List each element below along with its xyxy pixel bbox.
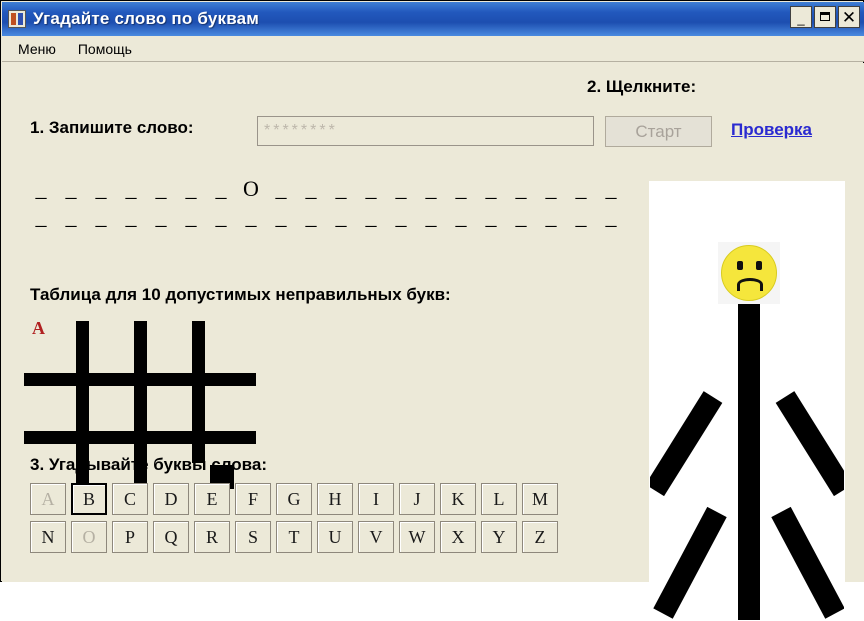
word-slot-blank bbox=[56, 206, 86, 228]
word-slot-blank bbox=[326, 206, 356, 228]
grid-hbar-2 bbox=[24, 431, 256, 444]
word-slot-blank bbox=[26, 178, 56, 200]
letter-button-o: O bbox=[71, 521, 107, 553]
word-slot-blank bbox=[206, 206, 236, 228]
letter-button-d[interactable]: D bbox=[153, 483, 189, 515]
sad-face-icon bbox=[721, 245, 777, 301]
word-slot-blank bbox=[176, 206, 206, 228]
word-slot-blank bbox=[146, 206, 176, 228]
letter-button-p[interactable]: P bbox=[112, 521, 148, 553]
word-slot-blank bbox=[116, 206, 146, 228]
word-slot-blank bbox=[266, 178, 296, 200]
letter-keyboard bbox=[30, 483, 590, 559]
word-display-row-1 bbox=[26, 178, 626, 206]
word-slot-blank bbox=[596, 178, 626, 200]
letter-button-n[interactable]: N bbox=[30, 521, 66, 553]
menu-item-menu[interactable]: Меню bbox=[18, 40, 56, 57]
eye-left-icon bbox=[737, 261, 743, 270]
letter-button-s[interactable]: S bbox=[235, 521, 271, 553]
minimize-button[interactable]: _ bbox=[790, 6, 812, 28]
hangman-leg-right bbox=[771, 507, 844, 619]
letter-button-m[interactable]: M bbox=[522, 483, 558, 515]
word-slot-blank bbox=[86, 178, 116, 200]
letter-button-q[interactable]: Q bbox=[153, 521, 189, 553]
menu-bar bbox=[2, 36, 864, 62]
hangman-arm-left bbox=[649, 391, 722, 496]
letter-button-z[interactable]: Z bbox=[522, 521, 558, 553]
menu-item-help[interactable]: Помощь bbox=[77, 40, 132, 57]
letter-button-v[interactable]: V bbox=[358, 521, 394, 553]
word-slot-blank bbox=[386, 206, 416, 228]
mistakes-label: Таблица для 10 допустимых неправильных букв: bbox=[30, 285, 451, 304]
word-slot-blank bbox=[176, 178, 206, 200]
letter-button-k[interactable]: K bbox=[440, 483, 476, 515]
letter-button-h[interactable]: H bbox=[317, 483, 353, 515]
word-slot-blank bbox=[416, 206, 446, 228]
step3-label: 3. Угадывайте буквы слова: bbox=[30, 455, 267, 474]
word-slot-blank bbox=[236, 206, 266, 228]
letter-button-f[interactable]: F bbox=[235, 483, 271, 515]
letter-row-2 bbox=[30, 521, 590, 553]
maximize-button[interactable] bbox=[814, 6, 836, 28]
letter-button-l[interactable]: L bbox=[481, 483, 517, 515]
word-slot-blank bbox=[536, 178, 566, 200]
word-slot-blank bbox=[266, 206, 296, 228]
word-slot-blank bbox=[326, 178, 356, 200]
word-slot-blank bbox=[86, 206, 116, 228]
letter-button-a: A bbox=[30, 483, 66, 515]
letter-row-1 bbox=[30, 483, 590, 515]
eye-right-icon bbox=[756, 261, 762, 270]
word-input[interactable] bbox=[257, 116, 594, 146]
frown-icon bbox=[737, 278, 763, 291]
main-content bbox=[2, 63, 864, 582]
hangman-leg-left bbox=[653, 507, 726, 619]
hangman-canvas bbox=[649, 181, 845, 621]
window-title: Угадайте слово по буквам bbox=[33, 9, 260, 28]
title-bar bbox=[2, 2, 864, 36]
maximize-icon bbox=[820, 12, 830, 21]
close-button[interactable]: ✕ bbox=[838, 6, 860, 28]
word-slot-blank bbox=[476, 178, 506, 200]
letter-button-w[interactable]: W bbox=[399, 521, 435, 553]
letter-button-r[interactable]: R bbox=[194, 521, 230, 553]
step2-label: 2. Щелкните: bbox=[587, 77, 697, 96]
word-slot-blank bbox=[506, 178, 536, 200]
word-slot-blank bbox=[416, 178, 446, 200]
letter-button-i[interactable]: I bbox=[358, 483, 394, 515]
letter-button-b[interactable]: B bbox=[71, 483, 107, 515]
hangman-arm-right bbox=[776, 391, 845, 496]
word-slot-blank bbox=[206, 178, 236, 200]
letter-button-y[interactable]: Y bbox=[481, 521, 517, 553]
letter-button-j[interactable]: J bbox=[399, 483, 435, 515]
word-slot-letter: O bbox=[243, 176, 259, 201]
letter-button-e[interactable]: E bbox=[194, 483, 230, 515]
word-slot-blank bbox=[296, 178, 326, 200]
step1-label: 1. Запишите слово: bbox=[30, 118, 194, 137]
window-controls bbox=[790, 6, 860, 28]
letter-button-x[interactable]: X bbox=[440, 521, 476, 553]
word-slot-blank bbox=[356, 206, 386, 228]
letter-button-t[interactable]: T bbox=[276, 521, 312, 553]
word-display bbox=[26, 178, 626, 234]
word-slot-blank bbox=[56, 178, 86, 200]
word-slot-blank bbox=[506, 206, 536, 228]
word-slot-blank bbox=[356, 178, 386, 200]
word-slot-blank bbox=[446, 178, 476, 200]
word-slot-blank bbox=[26, 206, 56, 228]
word-slot-blank bbox=[536, 206, 566, 228]
app-icon bbox=[8, 10, 26, 28]
word-slot-blank bbox=[566, 178, 596, 200]
word-slot-blank bbox=[146, 178, 176, 200]
word-slot-blank bbox=[476, 206, 506, 228]
word-display-row-2 bbox=[26, 206, 626, 234]
letter-button-c[interactable]: C bbox=[112, 483, 148, 515]
word-slot-blank bbox=[596, 206, 626, 228]
wrong-letter-display: А bbox=[32, 318, 45, 338]
word-slot-blank bbox=[116, 178, 146, 200]
letter-button-u[interactable]: U bbox=[317, 521, 353, 553]
grid-hbar-1 bbox=[24, 373, 256, 386]
word-slot-blank bbox=[296, 206, 326, 228]
letter-button-g[interactable]: G bbox=[276, 483, 312, 515]
word-slot-blank bbox=[446, 206, 476, 228]
word-slot-blank bbox=[566, 206, 596, 228]
word-slot-blank bbox=[386, 178, 416, 200]
check-link[interactable]: Проверка bbox=[731, 120, 813, 139]
hangman-body bbox=[738, 300, 760, 621]
start-button[interactable]: Старт bbox=[605, 116, 712, 147]
